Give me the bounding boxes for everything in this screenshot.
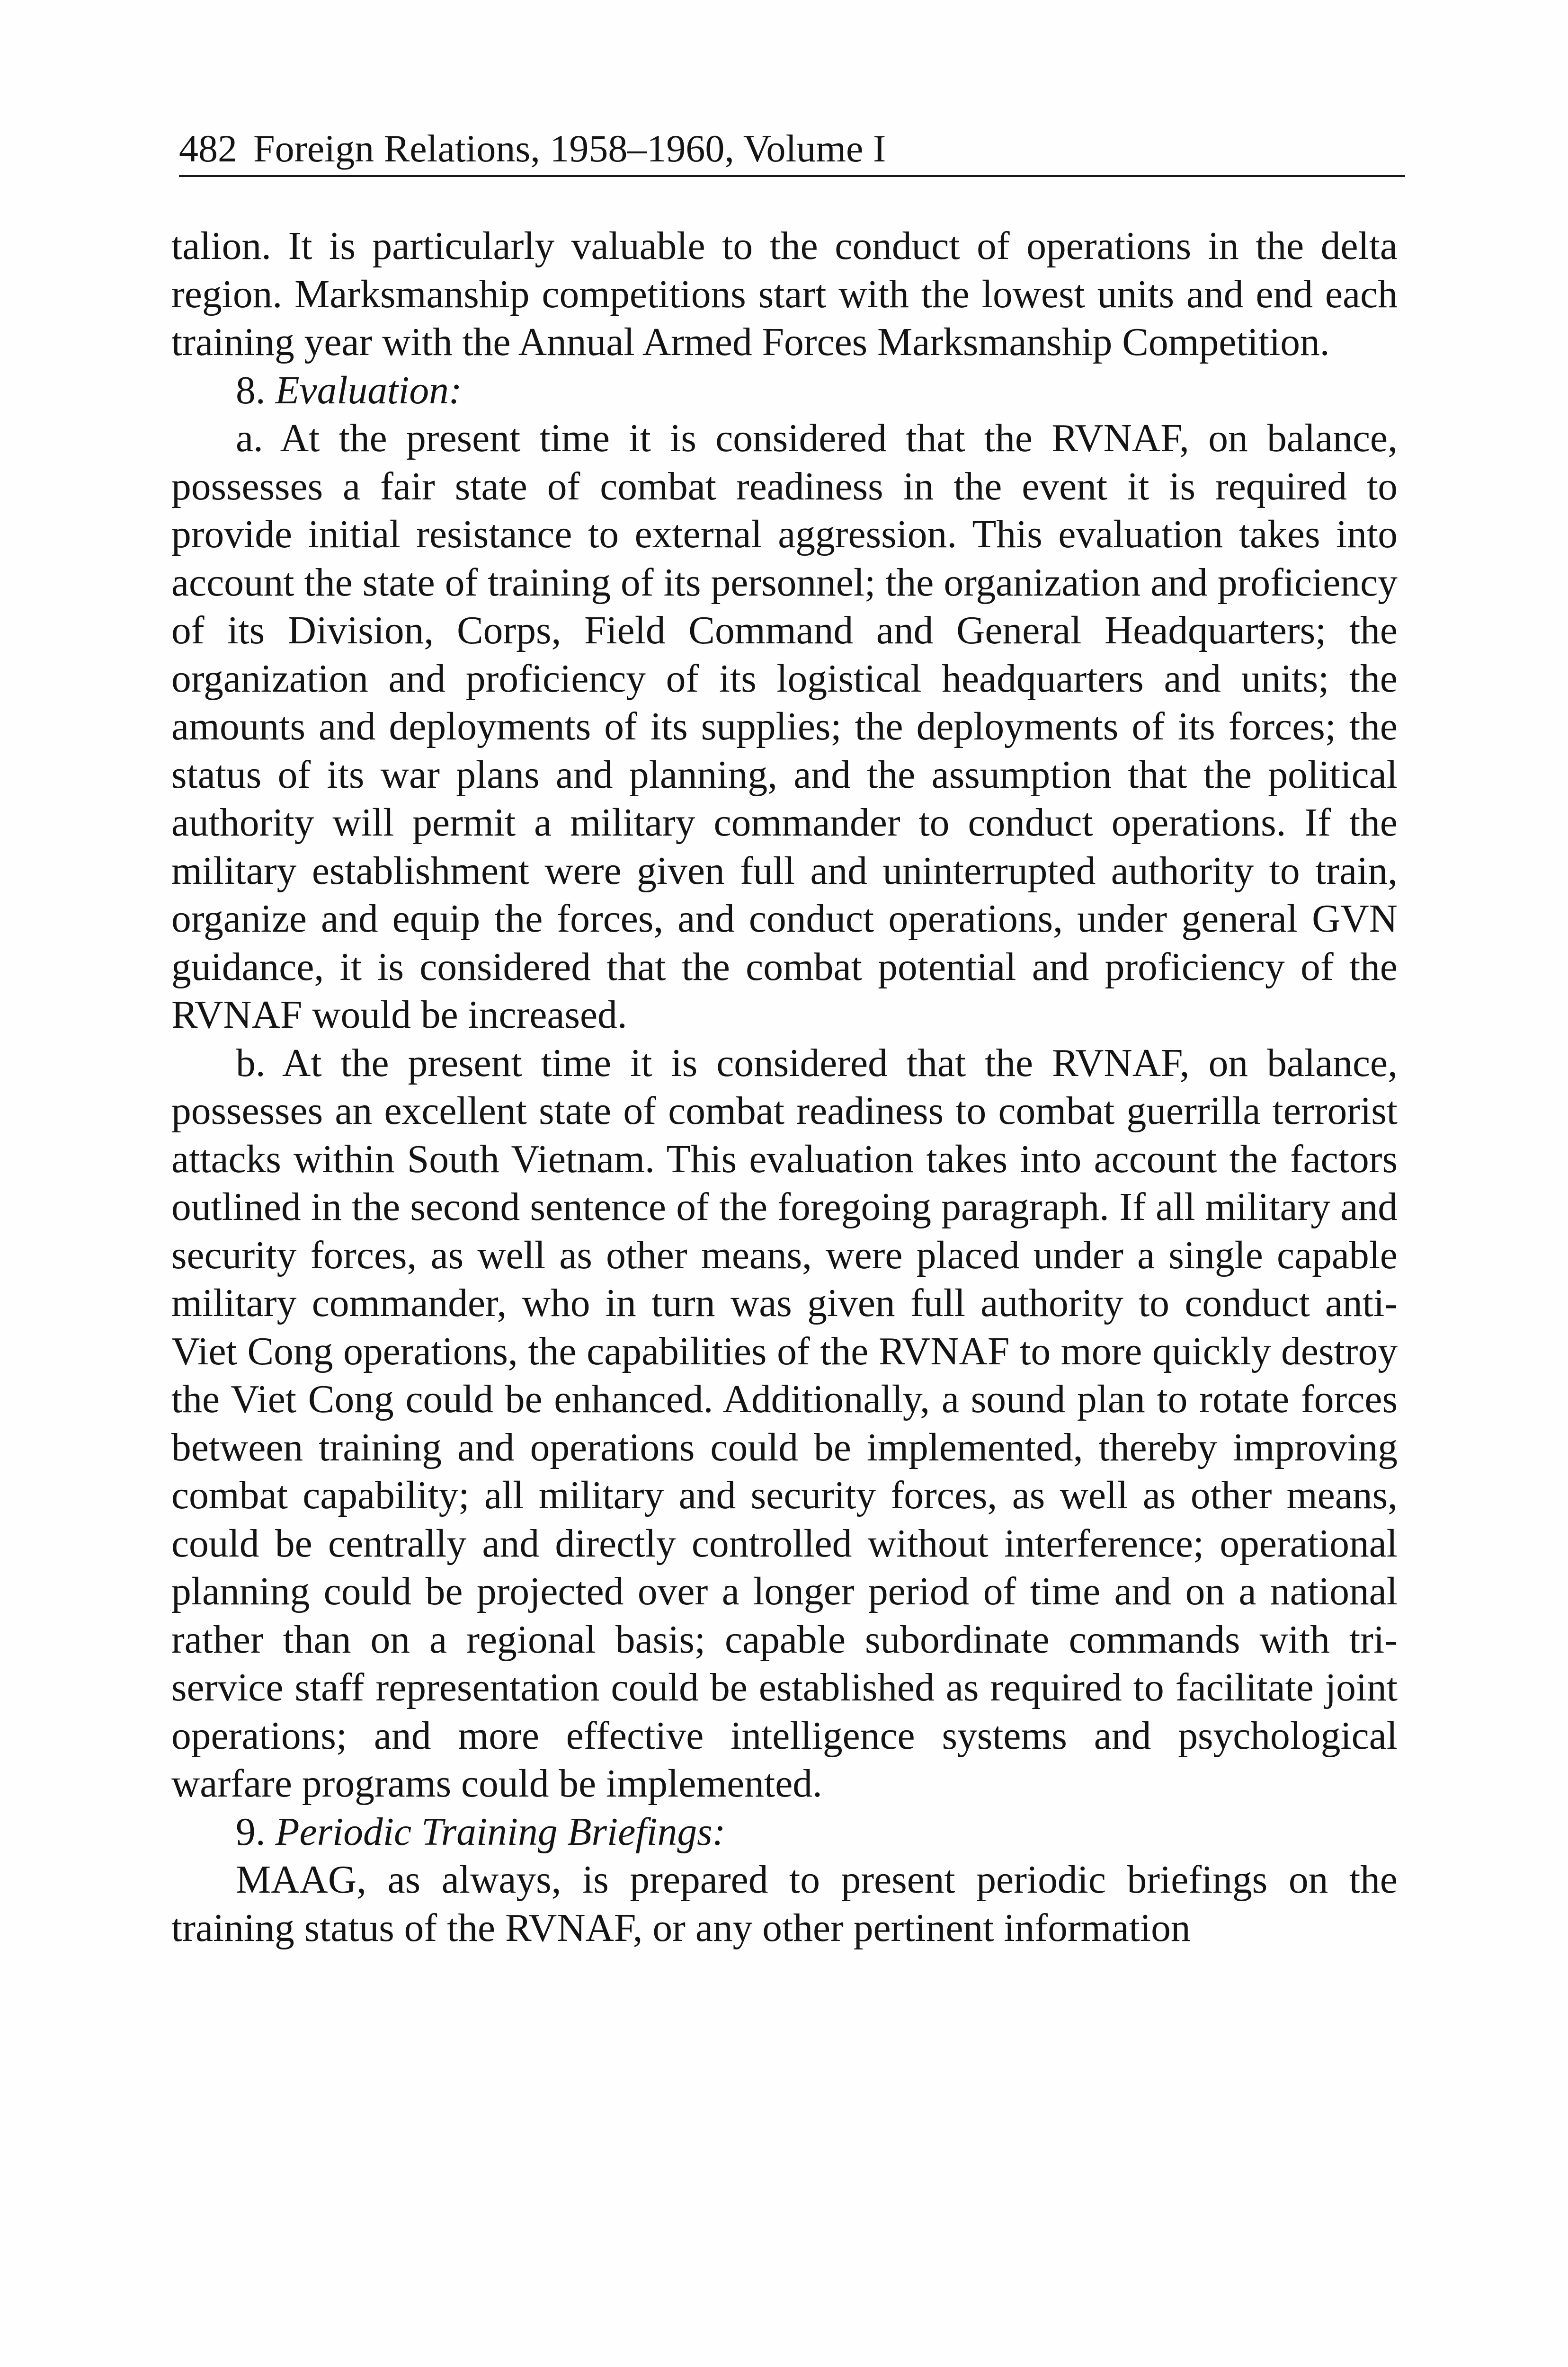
volume-title: Foreign Relations, 1958–1960, Volume I [253,127,886,170]
running-header [179,122,1405,177]
section-title: Periodic Training Briefings: [275,1810,726,1854]
paragraph-a: a. At the present time it is considered that the RVNAF, on balance, possesses a fair state of combat readiness in the event it is required to provide initial resistance to external aggression. This evaluation takes into account the state of training of its personnel; the organization and proficiency of its Division, Corps, Field Command and General Headquarters; the organization and proficiency of its logistical headquarters and units; the amounts and deployments of its supplies; the deployments of its forces; the status of its war plans and planning, and the assumption that the political authority will permit a military commander to conduct operations. If the military establishment were given full and uninterrupted authority to train, organize and equip the forces, and conduct operations, under general GVN guidance, it is considered that the combat potential and proficiency of the RVNAF would be increased. [171,417,1398,1037]
continuation-paragraph: talion. It is particularly valuable to the conduct of operations in the delta region. Marksmanship competitions start with the lowest units and end each training year with the Annual Armed Forces Marksmanship Competition. [171,224,1398,364]
body-text [171,222,1398,1952]
page-number: 482 [179,127,237,170]
section-number: 9. [236,1810,266,1854]
section-heading-evaluation [171,367,1398,415]
paragraph-b: b. At the present time it is considered that the RVNAF, on balance, possesses an excellent state of combat readiness to combat guerrilla terrorist attacks within South Vietnam. This evaluation takes into account the factors outlined in the second sentence of the foregoing paragraph. If all military and security forces, as well as other means, were placed under a single capable military commander, who in turn was given full authority to conduct anti-Viet Cong operations, the capabilities of the RVNAF to more quickly destroy the Viet Cong could be enhanced. Additionally, a sound plan to rotate forces between training and operations could be implemented, thereby improving combat capability; all military and security forces, as well as other means, could be centrally and directly controlled without interference; operational planning could be projected over a longer period of time and on a national rather than on a regional basis; capable subordinate commands with tri-service staff representation could be established as required to facilitate joint operations; and more effective intelligence systems and psychological warfare programs could be implemented. [171,1041,1398,1806]
section-title: Evaluation: [275,368,462,412]
section-heading-briefings [171,1808,1398,1857]
section-number: 8. [236,368,266,412]
paragraph-maag: MAAG, as always, is prepared to present periodic briefings on the training status of the RVNAF, or any other pertinent information [171,1858,1398,1950]
